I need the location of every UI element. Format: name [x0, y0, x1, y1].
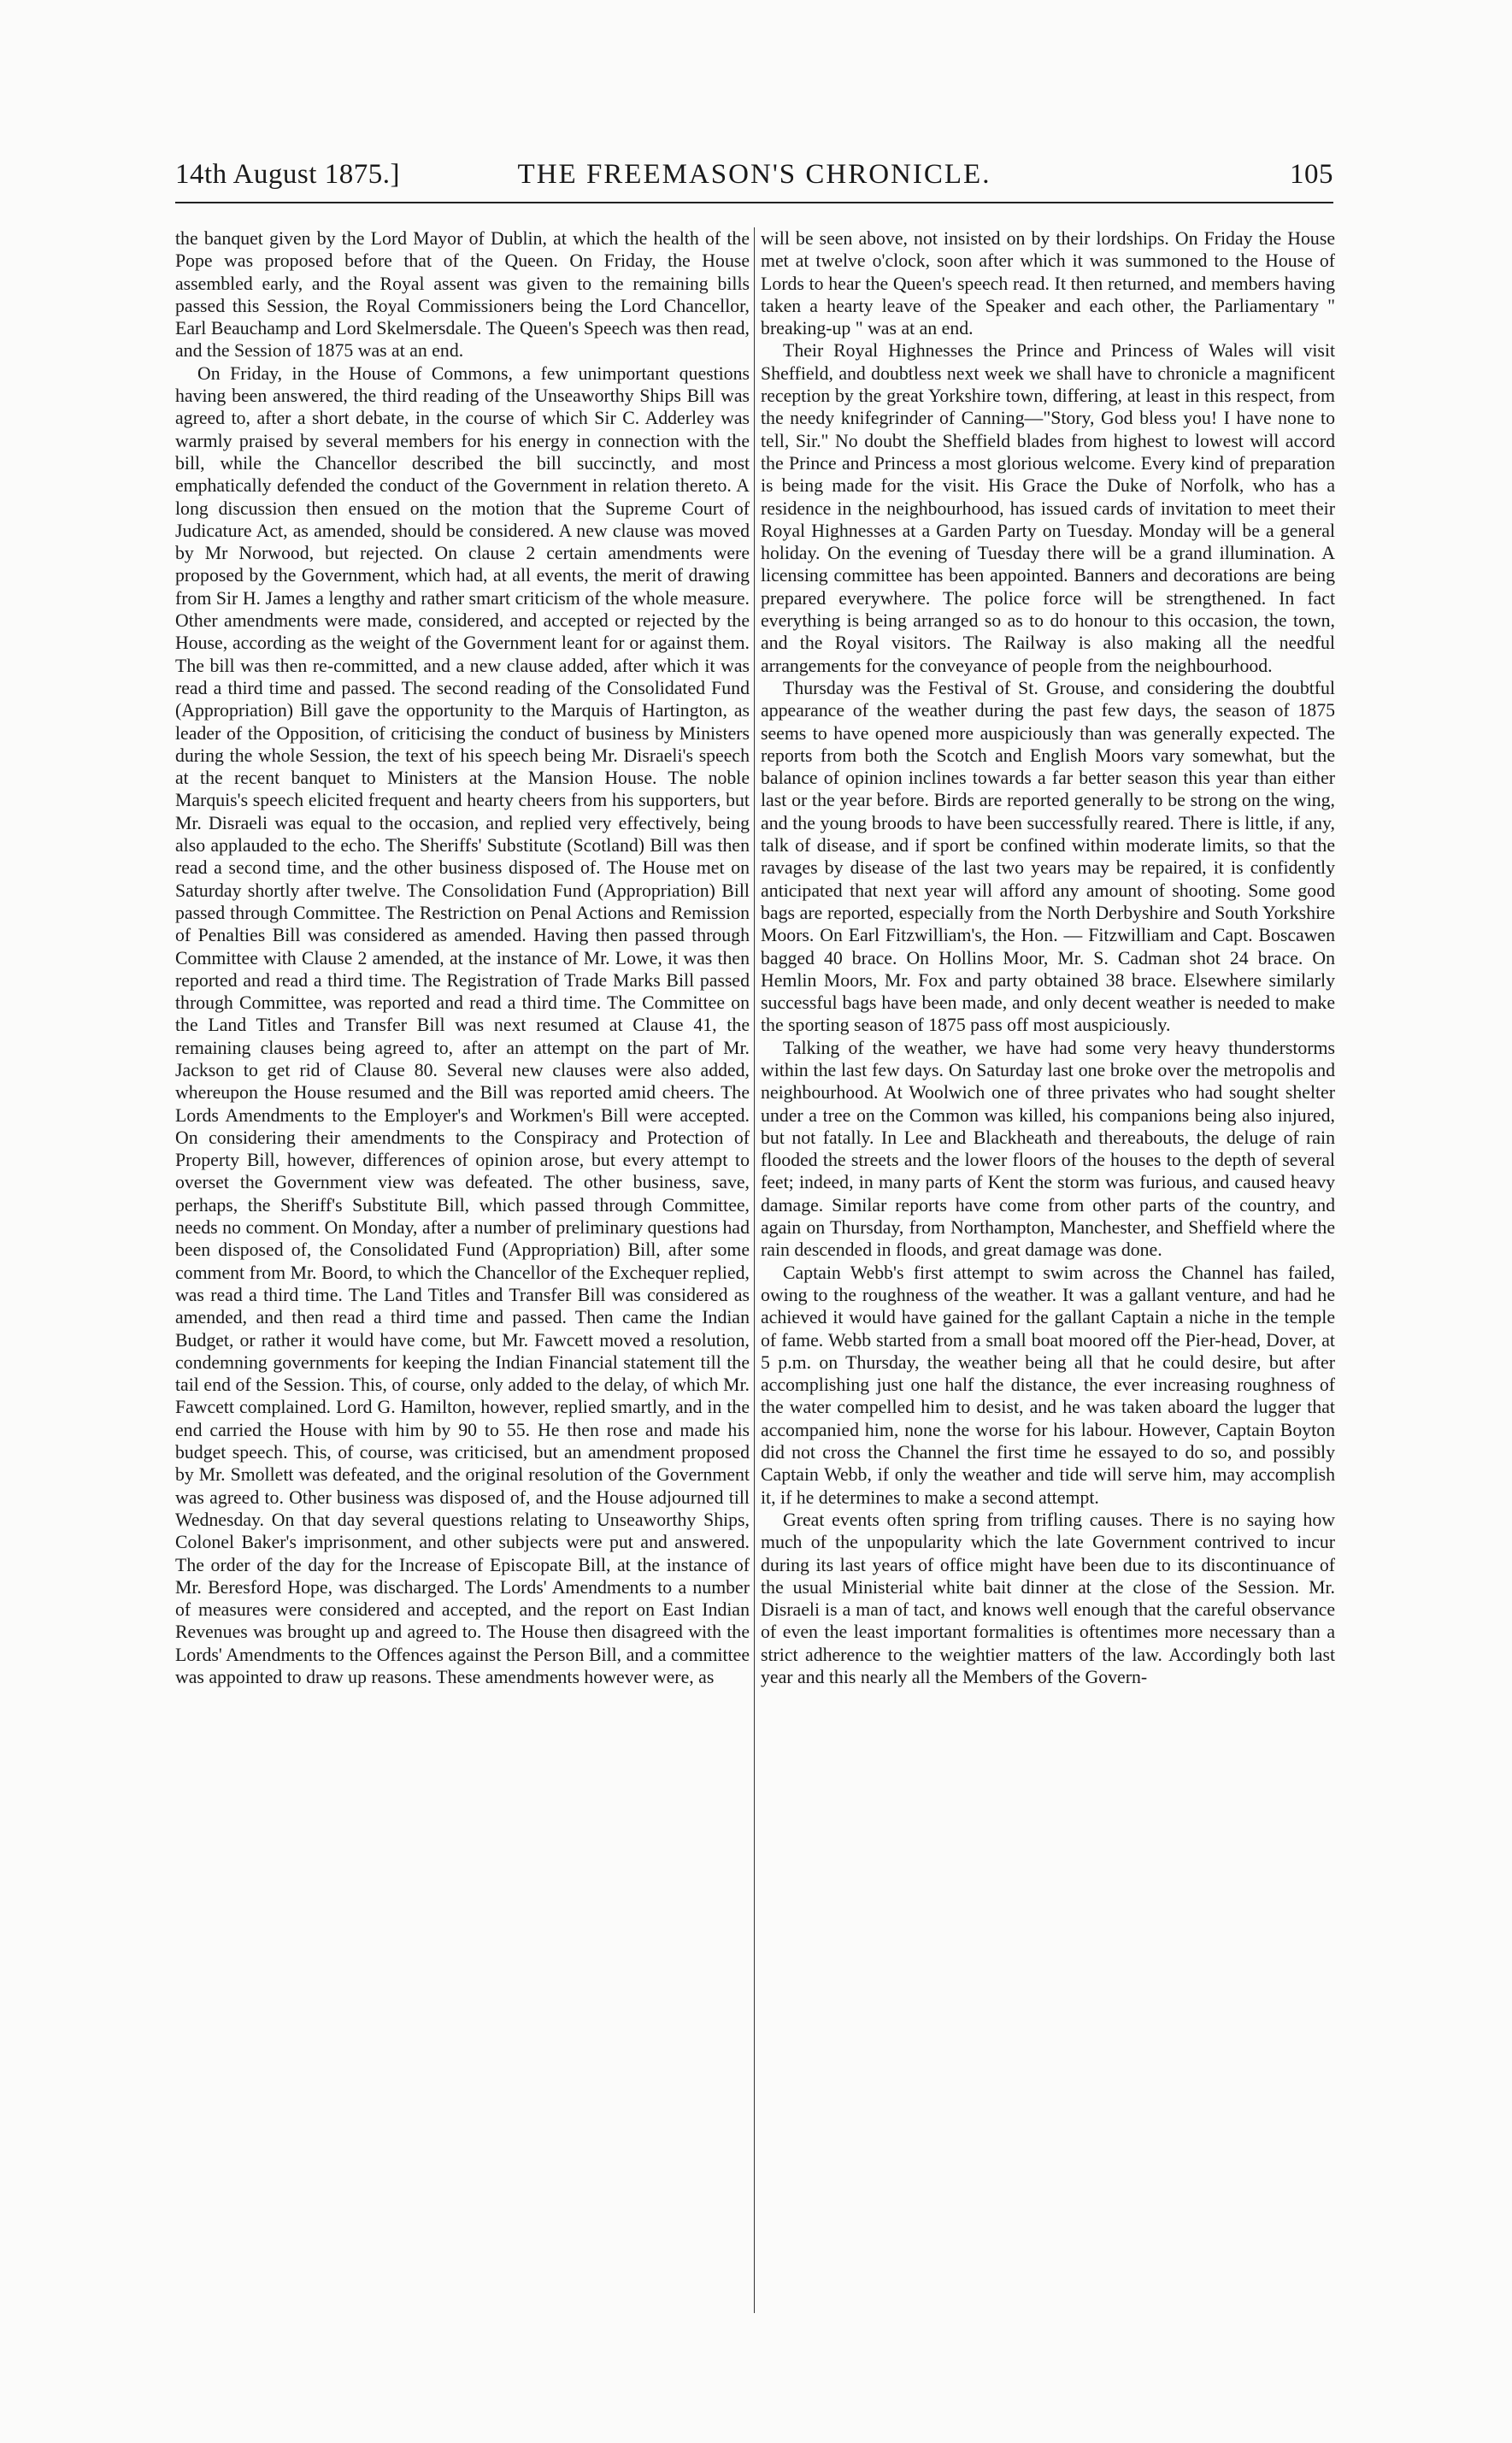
page-header — [175, 159, 1333, 198]
left-column — [175, 227, 750, 2313]
paragraph: Talking of the weather, we have had some very heavy thunderstorms within the last few days. On Saturday last one broke over the metropolis and neighbourhood. At Woolwich one of three privates who had sought shelter under a tree on the Common was killed, his companions being also injured, but not fatally. In Lee and Blackheath and thereabouts, the deluge of rain flooded the streets and the lower floors of the houses to the depth of several feet; indeed, in many parts of Kent the storm was furious, and caused heavy damage. Similar reports have come from other parts of the country, and again on Thursday, from Northampton, Manchester, and Sheffield where the rain descended in floods, and great damage was done. — [761, 1037, 1335, 1261]
paragraph: the banquet given by the Lord Mayor of Dublin, at which the health of the Pope was proposed before that of the Queen. On Friday, the House assembled early, and the Royal assent was given to the remaining bills passed this Session, the Royal Commissioners being the Lord Chancellor, Earl Beauchamp and Lord Skelmersdale. The Queen's Speech was then read, and the Session of 1875 was at an end. — [175, 228, 750, 362]
publication-title: THE FREEMASON'S CHRONICLE. — [517, 159, 991, 190]
paragraph: Captain Webb's first attempt to swim across the Channel has failed, owing to the roughness of the weather. It was a gallant venture, and had he achieved it would have gained for the gallant Captain a niche in the temple of fame. Webb started from a small boat moored off the Pier-head, Dover, at 5 p.m. on Thursday, the weather being all that he could desire, but after accomplishing just one half the distance, the ever increasing roughness of the water compelled him to desist, and he was taken aboard the lugger that accompanied him, none the worse for his labour. However, Captain Boyton did not cross the Channel the first time he essayed to do so, and possibly Captain Webb, if only the weather and tide will serve him, may accomplish it, if he determines to make a second attempt. — [761, 1262, 1335, 1508]
paragraph: On Friday, in the House of Commons, a few unimportant questions having been answered, the third reading of the Unseaworthy Ships Bill was agreed to, after a short debate, in the course of which Sir C. Adderley was warmly praised by several members for his energy in connection with the bill, while the Chancellor described the bill succinctly, and most emphatically defended the conduct of the Government in relation thereto. A long discussion then ensued on the motion that the Supreme Court of Judicature Act, as amended, should be considered. A new clause was moved by Mr Norwood, but rejected. On clause 2 certain amendments were proposed by the Government, which had, at all events, the merit of drawing from Sir H. James a lengthy and rather smart criticism of the whole measure. Other amendments were made, considered, and accepted or rejected by the House, according as the weight of the Government leant for or against them. The bill was then re-committed, and a new clause added, after which it was read a third time and passed. The second reading of the Consolidated Fund (Appropriation) Bill gave the opportunity to the Marquis of Hartington, as leader of the Opposition, of criticising the conduct of business by Ministers during the whole Session, the text of his speech being Mr. Disraeli's speech at the recent banquet to Ministers at the Mansion House. The noble Marquis's speech elicited frequent and hearty cheers from his supporters, but Mr. Disraeli was equal to the occasion, and replied very effectively, being also applauded to the echo. The Sheriffs' Substitute (Scotland) Bill was then read a second time, and the other business disposed of. The House met on Saturday shortly after twelve. The Consolidation Fund (Appropriation) Bill passed through Committee. The Restriction on Penal Actions and Remission of Penalties Bill was considered as amended. Having then passed through Committee with Clause 2 amended, at the instance of Mr. Lowe, it was then reported and read a third time. The Registration of Trade Marks Bill passed through Committee, was reported and read a third time. The Committee on the Land Titles and Transfer Bill was next resumed at Clause 41, the remaining clauses being agreed to, after an attempt on the part of Mr. Jackson to get rid of Clause 80. Several new clauses were also added, whereupon the House resumed and the Bill was reported amid cheers. The Lords Amendments to the Employer's and Workmen's Bill were accepted. On considering their amendments to the Conspiracy and Protection of Property Bill, however, differences of opinion arose, but every attempt to overset the Government view was defeated. The other business, save, perhaps, the Sheriff's Substitute Bill, which passed through Committee, needs no comment. On Monday, after a number of preliminary questions had been disposed of, the Consolidated Fund (Appropriation) Bill, after some comment from Mr. Boord, to which the Chancellor of the Exchequer replied, was read a third time. The Land Titles and Transfer Bill was considered as amended, and then read a third time and passed. Then came the Indian Budget, or rather it would have come, but Mr. Fawcett moved a resolution, condemning governments for keeping the Indian Financial statement till the tail end of the Session. This, of course, only added to the delay, of which Mr. Fawcett complained. Lord G. Hamilton, however, replied smartly, and in the end carried the House with him by 90 to 55. He then rose and made his budget speech. This, of course, was criticised, but an amendment proposed by Mr. Smollett was defeated, and the original resolution of the Government was agreed to. Other business was disposed of, and the House adjourned till Wednesday. On that day several questions relating to Unseaworthy Ships, Colonel Baker's imprisonment, and other subjects were put and answered. The order of the day for the Increase of Episcopate Bill, at the instance of Mr. Beresford Hope, was discharged. The Lords' Amendments to a number of measures were considered and accepted, and the report on East Indian Revenues was brought up and agreed to. The House then disagreed with the Lords' Amendments to the Offences against the Person Bill, and a committee was appointed to draw up reasons. These amendments however were, as — [175, 362, 750, 1687]
paragraph: Thursday was the Festival of St. Grouse, and considering the doubtful appearance of the weather during the past few days, the season of 1875 seems to have opened more auspiciously than was generally expected. The reports from both the Scotch and English Moors vary somewhat, but the balance of opinion inclines towards a far better season this year than either last or the year before. Birds are reported generally to be strong on the wing, and the young broods to have been successfully reared. There is little, if any, talk of disease, and if sport be confined within moderate limits, so that the ravages by disease of the last two years may be repaired, it is confidently anticipated that next year will afford any amount of shooting. Some good bags are reported, especially from the North Derbyshire and South Yorkshire Moors. On Earl Fitzwilliam's, the Hon. — Fitzwilliam and Capt. Boscawen bagged 40 brace. On Hollins Moor, Mr. S. Cadman shot 24 brace. On Hemlin Moors, Mr. Fox and party obtained 38 brace. Elsewhere similarly successful bags have been made, and only decent weather is needed to make the sporting season of 1875 pass off most auspiciously. — [761, 677, 1335, 1036]
paragraph: will be seen above, not insisted on by their lordships. On Friday the House met at twelve o'clock, soon after which it was summoned to the House of Lords to hear the Queen's speech read. It then returned, and members having taken a hearty leave of the Speaker and each other, the Parliamentary " breaking-up " was at an end. — [761, 228, 1335, 339]
page-number: 105 — [1290, 159, 1333, 190]
header-rule — [175, 202, 1333, 203]
issue-date: 14th August 1875.] — [175, 159, 400, 190]
paragraph: Their Royal Highnesses the Prince and Princess of Wales will visit Sheffield, and doubtless next week we shall have to chronicle a magnificent reception by the great Yorkshire town, differing, at least in this respect, from the needy knifegrinder of Canning—"Story, God bless you! I have none to tell, Sir." No doubt the Sheffield blades from highest to lowest will accord the Prince and Princess a most glorious welcome. Every kind of preparation is being made for the visit. His Grace the Duke of Norfolk, who has a residence in the neighbourhood, has issued cards of invitation to meet their Royal Highnesses at a Garden Party on Tuesday. Monday will be a general holiday. On the evening of Tuesday there will be a grand illumination. A licensing committee has been appointed. Banners and decorations are being prepared everywhere. The police force will be strengthened. In fact everything is being arranged so as to do honour to this occasion, the town, and the Royal visitors. The Railway is also making all the needful arrangements for the conveyance of people from the neighbourhood. — [761, 340, 1335, 676]
right-column — [761, 227, 1335, 2313]
paragraph: Great events often spring from trifling causes. There is no saying how much of the unpopularity which the late Government contrived to incur during its last years of office might have been due to its discontinuance of the usual Ministerial white bait dinner at the close of the Session. Mr. Disraeli is a man of tact, and knows well enough that the careful observance of even the least important formalities is oftentimes more necessary than a strict adherence to the weightier matters of the law. Accordingly both last year and this nearly all the Members of the Govern- — [761, 1509, 1335, 1687]
column-divider — [754, 227, 755, 2313]
